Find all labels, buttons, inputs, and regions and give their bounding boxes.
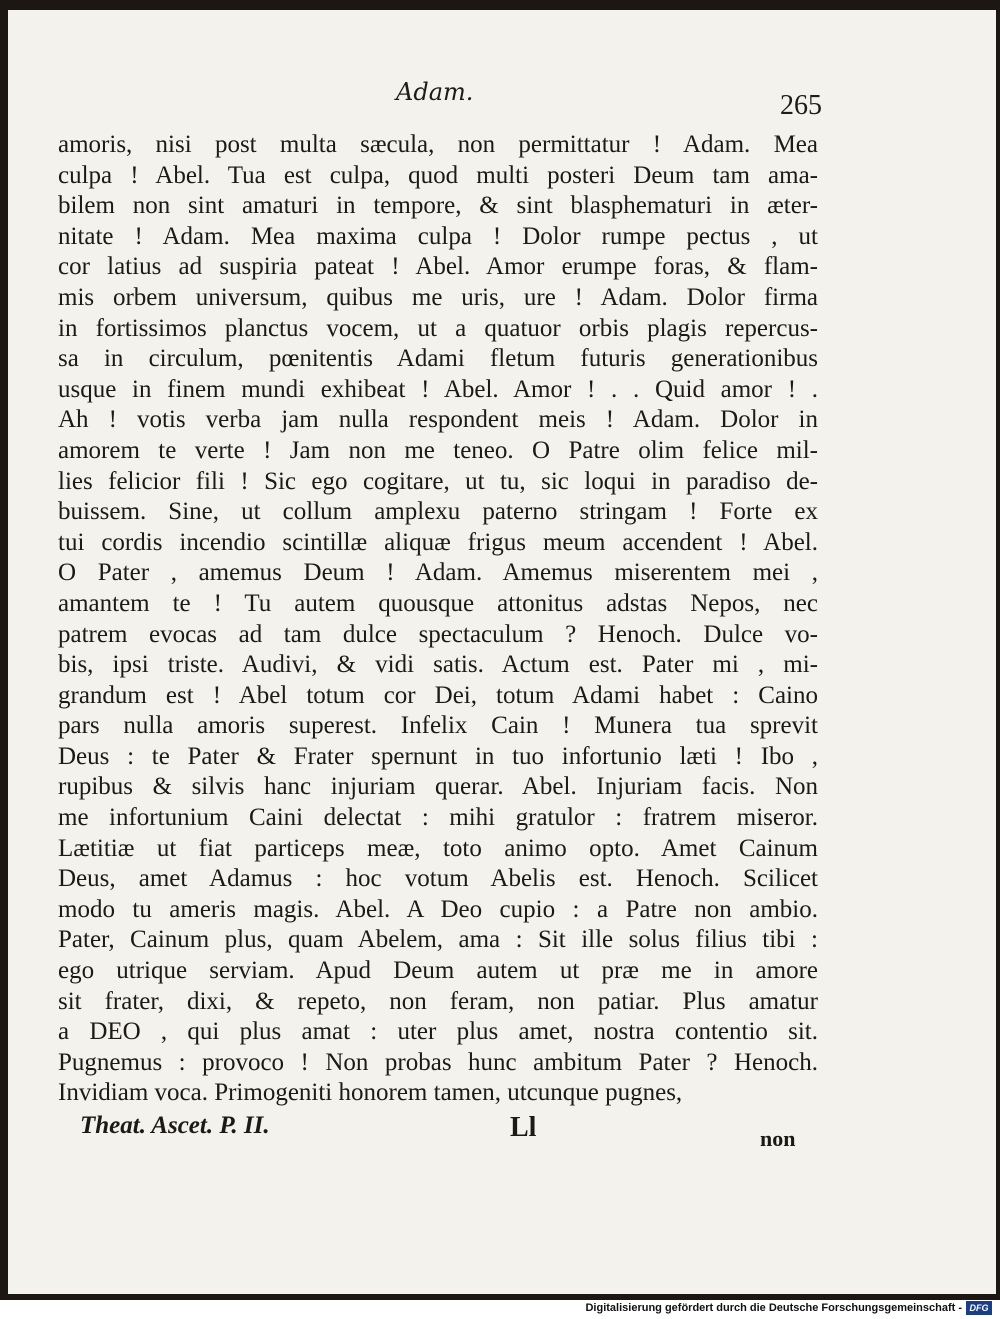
text-line: culpa ! Abel. Tua est culpa, quod multi posteri Deum tam ama- <box>58 161 818 189</box>
text-line: cor latius ad suspiria pateat ! Abel. Amor erumpe foras, & flam- <box>58 253 818 281</box>
catchword: non <box>760 1126 796 1151</box>
body-text <box>58 130 818 1109</box>
text-line: sit frater, dixi, & repeto, non feram, non patiar. Plus amatur <box>58 987 818 1015</box>
dfg-logo-icon: DFG <box>966 1301 992 1315</box>
text-line: buissem. Sine, ut collum amplexu paterno stringam ! Forte ex <box>58 498 818 526</box>
text-line: Pugnemus : provoco ! Non probas hunc ambitum Pater ? Henoch. <box>58 1048 818 1076</box>
text-line: rupibus & silvis hanc injuriam querar. Abel. Injuriam facis. Non <box>58 773 818 801</box>
text-line: Pater, Cainum plus, quam Abelem, ama : Sit ille solus filius tibi : <box>58 926 818 954</box>
text-line: usque in finem mundi exhibeat ! Abel. Amor ! . . Quid amor ! . <box>58 375 818 403</box>
text-line: me infortunium Caini delectat : mihi gratulor : fratrem miseror. <box>58 804 818 832</box>
digitization-credit: Digitalisierung gefördert durch die Deutsche Forschungsgemeinschaft - <box>585 1302 962 1314</box>
text-line: nitate ! Adam. Mea maxima culpa ! Dolor rumpe pectus , ut <box>58 222 818 250</box>
signature-mark: Theat. Ascet. P. II. <box>80 1112 270 1139</box>
text-line: Deus, amet Adamus : hoc votum Abelis est. Henoch. Scilicet <box>58 865 818 893</box>
running-head: Adam. <box>396 78 474 106</box>
text-line: ego utrique serviam. Apud Deum autem ut præ me in amore <box>58 957 818 985</box>
text-line: Deus : te Pater & Frater spernunt in tuo infortunio læti ! Ibo , <box>58 742 818 770</box>
text-line: patrem evocas ad tam dulce spectaculum ? Henoch. Dulce vo- <box>58 620 818 648</box>
text-line: Ah ! votis verba jam nulla respondent meis ! Adam. Dolor in <box>58 406 818 434</box>
text-line: Invidiam voca. Primogeniti honorem tamen, utcunque pugnes, <box>58 1079 683 1107</box>
text-line: pars nulla amoris superest. Infelix Cain ! Munera tua sprevit <box>58 712 818 740</box>
text-line: tui cordis incendio scintillæ aliquæ frigus meum accendent ! Abel. <box>58 528 818 556</box>
text-line: grandum est ! Abel totum cor Dei, totum Adami habet : Caino <box>58 681 818 709</box>
text-line: amorem te verte ! Jam non me teneo. O Patre olim felice mil- <box>58 436 818 464</box>
text-line: lies felicior fili ! Sic ego cogitare, ut tu, sic loqui in paradiso de- <box>58 467 818 495</box>
gathering-mark: Ll <box>510 1112 537 1143</box>
text-line: sa in circulum, pœnitentis Adami fletum futuris generationibus <box>58 345 818 373</box>
text-line: amantem te ! Tu autem quousque attonitus adstas Nepos, nec <box>58 589 818 617</box>
text-line: a DEO , qui plus amat : uter plus amet, nostra contentio sit. <box>58 1018 818 1046</box>
page-number: 265 <box>780 90 822 121</box>
text-line: Lætitiæ ut fiat particeps meæ, toto animo opto. Amet Cainum <box>58 834 818 862</box>
text-line: mis orbem universum, quibus me uris, ure ! Adam. Dolor firma <box>58 283 818 311</box>
text-line: modo tu ameris magis. Abel. A Deo cupio : a Patre non ambio. <box>58 895 818 923</box>
text-line: bis, ipsi triste. Audivi, & vidi satis. Actum est. Pater mi , mi- <box>58 651 818 679</box>
text-line: amoris, nisi post multa sæcula, non permittatur ! Adam. Mea <box>58 131 818 158</box>
text-line: bilem non sint amaturi in tempore, & sint blasphematuri in æter- <box>58 192 818 220</box>
text-line: in fortissimos planctus vocem, ut a quatuor orbis plagis repercus- <box>58 314 818 342</box>
text-line: O Pater , amemus Deum ! Adam. Amemus miserentem mei , <box>58 559 818 587</box>
